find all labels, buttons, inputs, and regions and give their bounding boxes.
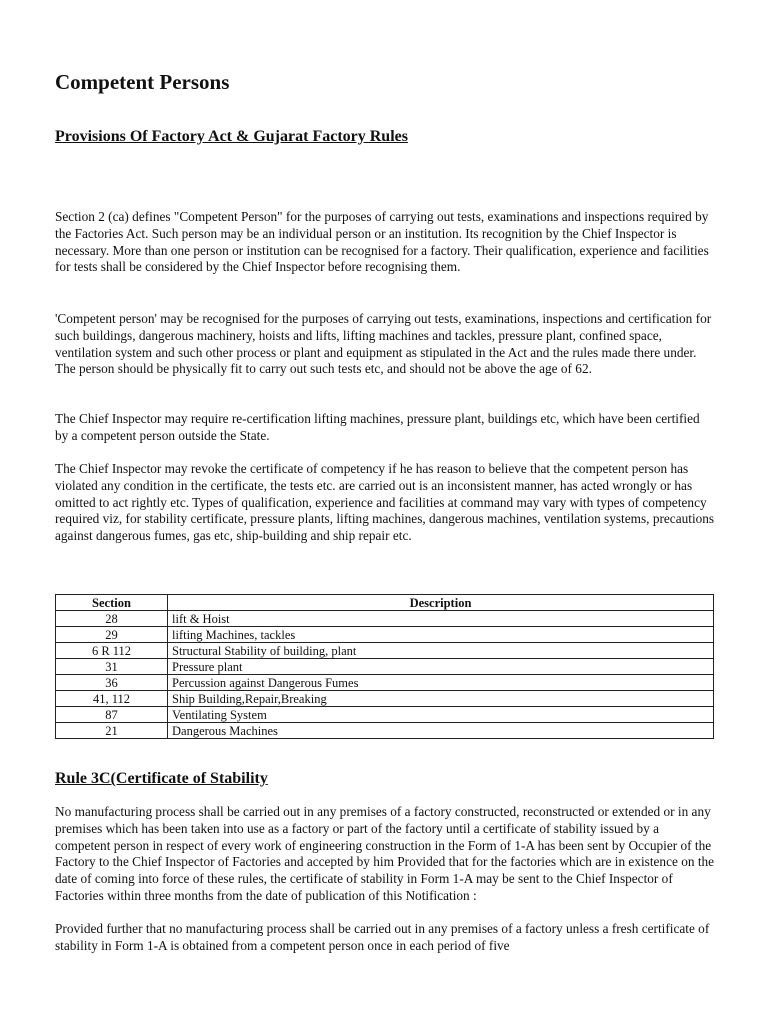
section-cell: 41, 112 — [56, 691, 168, 707]
paragraph-definition: Section 2 (ca) defines "Competent Person" for the purposes of carrying out tests, examinations and inspections required by the Factories Act. Such person may be an individual person or an institution. Its recognition by the Chief Inspector is necessary. More than one person or institution can be recognised for a factory. Their qualification, experience and facilities for tests shall be considered by the Chief Inspector before recognising them. — [55, 209, 709, 275]
description-cell: Dangerous Machines — [168, 723, 714, 739]
section-column-header: Section — [56, 595, 168, 611]
section-cell: 21 — [56, 723, 168, 739]
description-cell: Pressure plant — [168, 659, 714, 675]
sections-table — [55, 594, 714, 739]
description-cell: Ventilating System — [168, 707, 714, 723]
table-row — [56, 675, 714, 691]
table-row — [56, 691, 714, 707]
section-cell: 28 — [56, 611, 168, 627]
description-column-header: Description — [168, 595, 714, 611]
section-cell: 6 R 112 — [56, 643, 168, 659]
description-cell: lift & Hoist — [168, 611, 714, 627]
table-row — [56, 627, 714, 643]
paragraph-revocation: The Chief Inspector may revoke the certificate of competency if he has reason to believe that the competent person has violated any condition in the certificate, the tests etc. are carried out is an inconsistent manner, has acted wrongly or has omitted to act rightly etc. Types of qualification, experience and facilities at command may vary with types of competency required viz, for stability certificate, pressure plants, lifting machines, dangerous machines, ventilation systems, precautions against dangerous fumes, gas etc, ship-building and ship repair etc. — [55, 461, 715, 544]
section-cell: 36 — [56, 675, 168, 691]
table-row — [56, 707, 714, 723]
section-cell: 31 — [56, 659, 168, 675]
section-cell: 87 — [56, 707, 168, 723]
page-title: Competent Persons — [55, 70, 230, 94]
description-cell: Structural Stability of building, plant — [168, 643, 714, 659]
paragraph-rule-stability: No manufacturing process shall be carried out in any premises of a factory constructed, reconstructed or extended or in any premises which has been taken into use as a factory or part of the factory until a certificate of stability issued by a competent person in respect of every work of engineering construction in the Form of 1-A has been sent by Occupier of the Factory to the Chief Inspector of Factories and accepted by him Provided that for the factories which are in existence on the date of coming into force of these rules, the certificate of stability in Form 1-A may be sent to the Chief Inspector of Factories within three months from the date of publication of this Notification : — [55, 804, 715, 903]
section-cell: 29 — [56, 627, 168, 643]
description-cell: Ship Building,Repair,Breaking — [168, 691, 714, 707]
rule-heading: Rule 3C(Certificate of Stability — [55, 770, 268, 787]
paragraph-rule-proviso: Provided further that no manufacturing process shall be carried out in any premises of a factory unless a fresh certificate of stability in Form 1-A is obtained from a competent person once in each period of five — [55, 921, 710, 953]
description-cell: Percussion against Dangerous Fumes — [168, 675, 714, 691]
table-row — [56, 659, 714, 675]
provisions-heading: Provisions Of Factory Act & Gujarat Factory Rules — [55, 128, 408, 145]
table-header-row — [56, 595, 714, 611]
table-row — [56, 723, 714, 739]
table-row — [56, 643, 714, 659]
description-cell: lifting Machines, tackles — [168, 627, 714, 643]
paragraph-recertification: The Chief Inspector may require re-certification lifting machines, pressure plant, buildings etc, which have been certified by a competent person outside the State. — [55, 411, 700, 443]
table-row — [56, 611, 714, 627]
paragraph-recognition: 'Competent person' may be recognised for the purposes of carrying out tests, examinations, inspections and certification for such buildings, dangerous machinery, hoists and lifts, lifting machines and tackles, pressure plant, confined space, ventilation system and such other process or plant and equipment as stipulated in the Act and the rules made there under. The person should be physically fit to carry out such tests etc, and should not be above the age of 62. — [55, 311, 712, 377]
